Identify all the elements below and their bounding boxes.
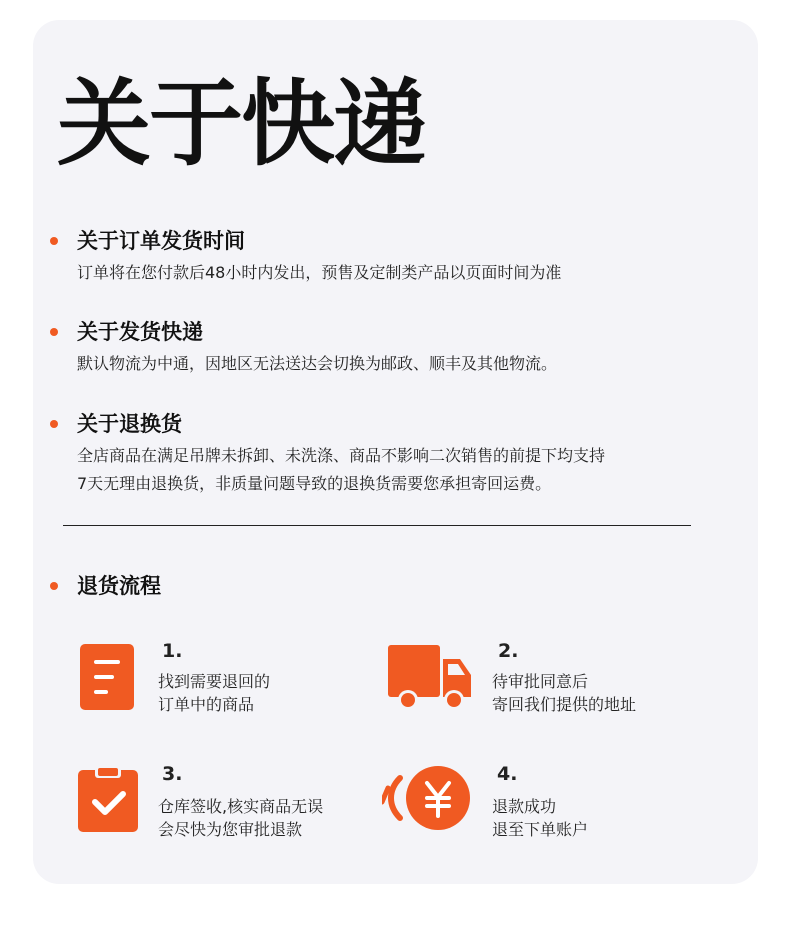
section-heading: 关于发货快递 [77,320,203,344]
step-text [158,670,270,716]
step-number: 2. [498,640,519,662]
section-heading: 退货流程 [77,574,161,598]
step-number: 1. [162,640,183,662]
step-number: 3. [162,763,183,785]
section-return-process [50,572,740,600]
step-text [492,670,636,716]
clipboard-check-icon [78,766,138,832]
step-text-line: 待审批同意后 [492,672,589,691]
bullet-dot [50,328,58,336]
bullet-dot [50,582,58,590]
section-returns-policy [50,410,740,498]
step-text-line: 会尽快为您审批退款 [158,820,303,839]
step-text-line: 寄回我们提供的地址 [492,695,637,714]
step-text-line: 仓库签收,核实商品无误 [158,797,324,816]
step-number: 4. [497,763,518,785]
step-text-line: 订单中的商品 [158,695,255,714]
step-text-line: 找到需要退回的 [158,672,271,691]
section-heading: 关于订单发货时间 [77,229,245,253]
step-text-line: 退至下单账户 [492,820,589,839]
step-text-line: 退款成功 [492,797,557,816]
delivery-truck-icon [388,645,473,711]
section-body-line: 7天无理由退换货，非质量问题导致的退换货需要您承担寄回运费。 [77,474,552,493]
section-shipping-time [50,227,740,287]
section-courier [50,318,740,378]
section-body-line: 默认物流为中通，因地区无法送达会切换为邮政、顺丰及其他物流。 [77,354,558,373]
yuan-refund-icon [382,764,472,832]
section-body-line: 全店商品在满足吊牌未拆卸、未洗涤、商品不影响二次销售的前提下均支持 [77,446,606,465]
section-body-line: 订单将在您付款后48小时内发出，预售及定制类产品以页面时间为准 [77,263,562,282]
bullet-dot [50,237,58,245]
step-text [158,795,323,841]
step-text [492,795,588,841]
document-list-icon [80,644,134,710]
section-heading: 关于退换货 [77,412,182,436]
bullet-dot [50,420,58,428]
page-title: 关于快递 [57,70,426,179]
divider [63,525,691,526]
